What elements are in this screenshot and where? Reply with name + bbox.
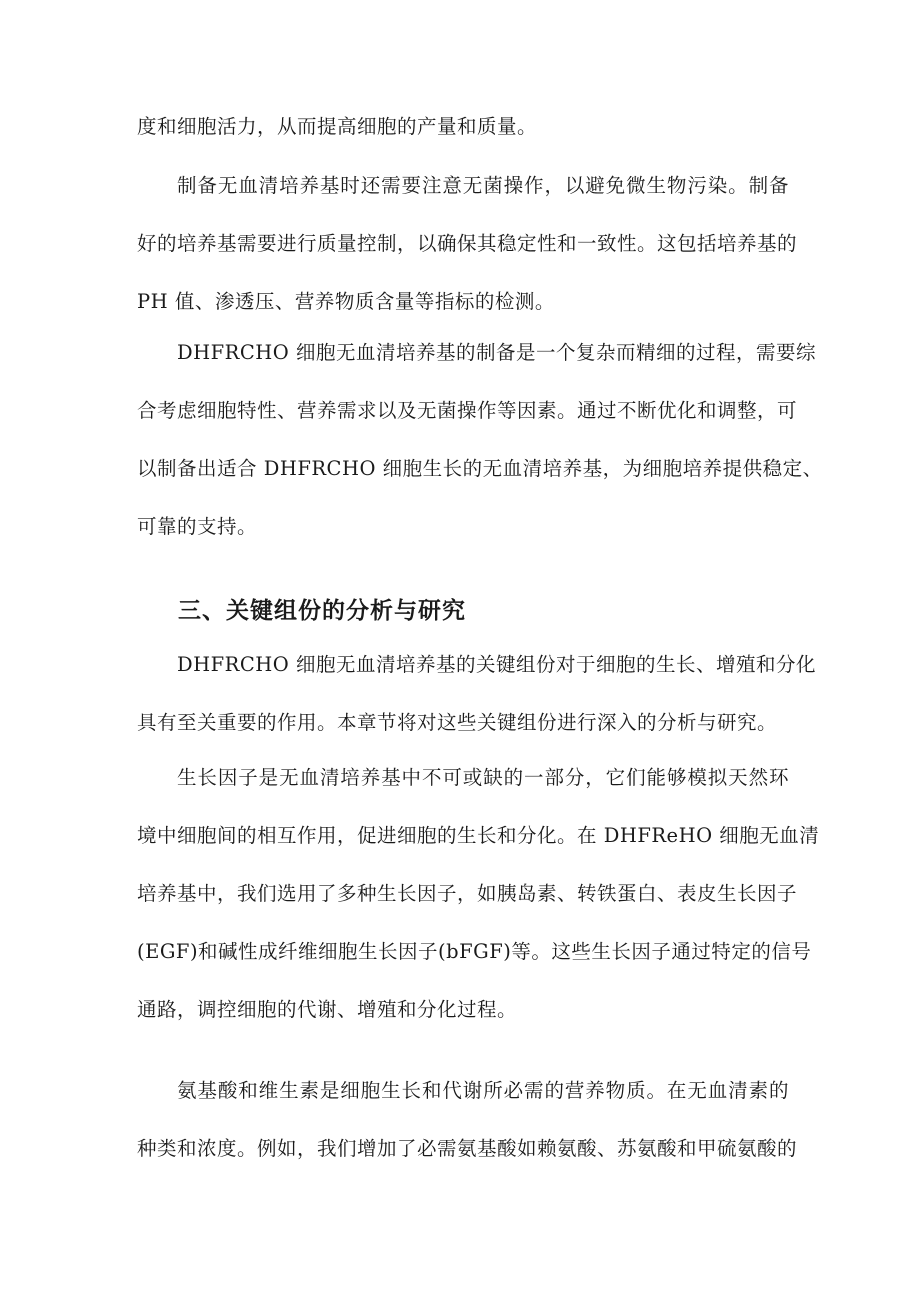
- paragraph-line: DHFRCHO 细胞无血清培养基的制备是一个复杂而精细的过程，需要综: [177, 341, 816, 364]
- paragraph-line: PH 值、渗透压、营养物质含量等指标的检测。: [137, 290, 555, 313]
- paragraph-1: [137, 98, 789, 156]
- paragraph-line: 具有至关重要的作用。本章节将对这些关键组份进行深入的分析与研究。: [137, 711, 778, 734]
- paragraph-line: 境中细胞间的相互作用，促进细胞的生长和分化。在 DHFReHO 细胞无血清: [137, 824, 820, 847]
- paragraph-line: 氨基酸和维生素是细胞生长和代谢所必需的营养物质。在无血清素的: [177, 1079, 789, 1102]
- paragraph-5: [137, 749, 820, 1039]
- paragraph-line: 度和细胞活力，从而提高细胞的产量和质量。: [137, 115, 538, 138]
- paragraph-line: (EGF)和碱性成纤维细胞生长因子(bFGF)等。这些生长因子通过特定的信号: [137, 940, 812, 963]
- paragraph-line: 种类和浓度。例如，我们增加了必需氨基酸如赖氨酸、苏氨酸和甲硫氨酸的: [137, 1137, 798, 1160]
- paragraph-line: 好的培养基需要进行质量控制，以确保其稳定性和一致性。这包括培养基的: [137, 232, 798, 255]
- paragraph-6: [137, 1062, 798, 1178]
- paragraph-2: [137, 157, 798, 331]
- paragraph-line: 制备无血清培养基时还需要注意无菌操作，以避免微生物污染。制备: [177, 174, 789, 197]
- paragraph-line: 通路，调控细胞的代谢、增殖和分化过程。: [137, 998, 518, 1021]
- paragraph-line: 生长因子是无血清培养基中不可或缺的一部分，它们能够模拟天然环: [177, 766, 789, 789]
- paragraph-line: 以制备出适合 DHFRCHO 细胞生长的无血清培养基，为细胞培养提供稳定、: [137, 457, 823, 480]
- section-heading: 三、关键组份的分析与研究: [178, 597, 466, 624]
- paragraph-line: DHFRCHO 细胞无血清培养基的关键组份对于细胞的生长、增殖和分化: [177, 653, 816, 676]
- paragraph-3: [137, 324, 823, 556]
- paragraph-line: 可靠的支持。: [137, 515, 258, 538]
- paragraph-line: 培养基中，我们选用了多种生长因子，如胰岛素、转铁蛋白、表皮生长因子: [137, 882, 798, 905]
- paragraph-4: [137, 636, 816, 752]
- paragraph-line: 合考虑细胞特性、营养需求以及无菌操作等因素。通过不断优化和调整，可: [137, 399, 798, 422]
